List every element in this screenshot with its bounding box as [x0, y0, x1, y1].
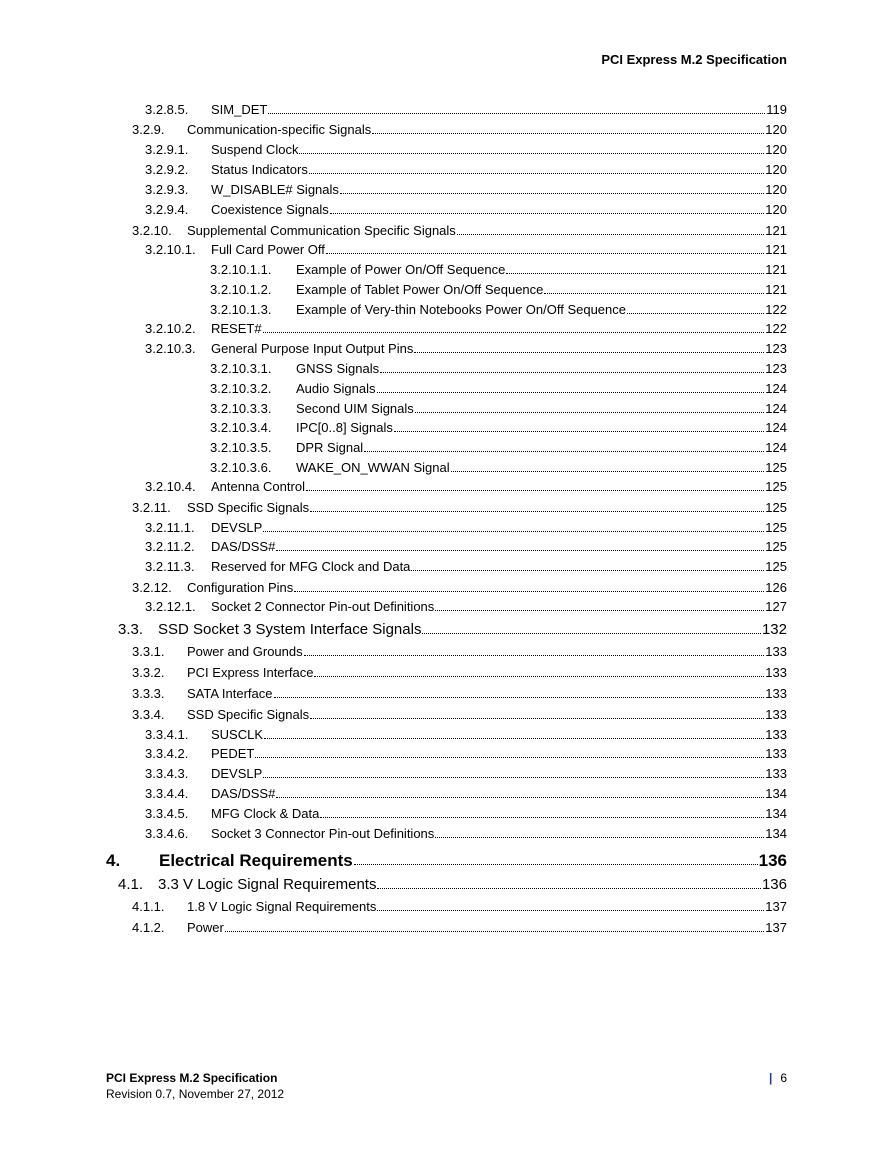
toc-dot-leader — [435, 837, 764, 838]
toc-entry-page: 136 — [758, 851, 787, 870]
toc-entry-title: PEDET — [211, 746, 255, 761]
toc-entry[interactable] — [145, 202, 787, 218]
toc-entry-title: SUSCLK — [211, 727, 264, 742]
toc-entry-page: 133 — [765, 746, 787, 761]
toc-dot-leader — [380, 372, 764, 373]
toc-dot-leader — [264, 738, 764, 739]
toc-entry-title: SSD Socket 3 System Interface Signals — [158, 621, 422, 638]
toc-entry-page: 124 — [765, 420, 787, 435]
toc-entry-number: 3.2.10.4. — [145, 479, 196, 494]
toc-entry-title: MFG Clock & Data — [211, 806, 320, 821]
toc-entry-title: Power and Grounds — [187, 644, 303, 659]
toc-entry-title: General Purpose Input Output Pins — [211, 341, 414, 356]
toc-dot-leader — [435, 610, 764, 611]
toc-entry-page: 121 — [765, 223, 787, 238]
toc-entry-number: 3.2.8.5. — [145, 102, 189, 117]
toc-entry[interactable] — [145, 162, 787, 178]
toc-entry-page: 134 — [765, 786, 787, 801]
toc-entry-page: 133 — [765, 644, 787, 659]
toc-entry-title: RESET# — [211, 321, 262, 336]
toc-entry-number: 3.3.3. — [132, 686, 165, 701]
toc-entry-page: 120 — [765, 142, 787, 157]
toc-dot-leader — [263, 531, 764, 532]
toc-dot-leader — [304, 655, 765, 656]
toc-entry[interactable] — [132, 707, 787, 723]
toc-entry-number: 3.2.10. — [132, 223, 172, 238]
toc-entry[interactable] — [145, 599, 787, 615]
toc-dot-leader — [320, 817, 764, 818]
toc-entry[interactable] — [145, 806, 787, 822]
toc-dot-leader — [506, 273, 764, 274]
toc-dot-leader — [306, 490, 764, 491]
toc-entry-page: 121 — [765, 242, 787, 257]
toc-entry-page: 125 — [765, 479, 787, 494]
toc-entry-number: 3.3.2. — [132, 665, 165, 680]
toc-entry-page: 137 — [765, 899, 787, 914]
toc-entry-number: 3.3.4.4. — [145, 786, 189, 801]
toc-dot-leader — [544, 293, 764, 294]
toc-entry-title: W_DISABLE# Signals — [211, 182, 339, 197]
toc-entry-title: Socket 3 Connector Pin-out Definitions — [211, 826, 435, 841]
toc-entry-number: 3.2.11.1. — [145, 520, 195, 535]
toc-entry-page: 133 — [765, 766, 787, 781]
toc-entry[interactable] — [132, 686, 787, 702]
toc-entry[interactable] — [132, 122, 787, 138]
page-header-title: PCI Express M.2 Specification — [601, 52, 787, 67]
toc-entry-number: 3.2.10.3.3. — [210, 401, 272, 416]
toc-entry-page: 125 — [765, 520, 787, 535]
toc-entry[interactable] — [145, 102, 787, 118]
toc-entry-page: 120 — [765, 122, 787, 137]
toc-entry-number: 3.2.10.2. — [145, 321, 196, 336]
toc-dot-leader — [263, 777, 764, 778]
toc-entry-title: Reserved for MFG Clock and Data — [211, 559, 411, 574]
toc-dot-leader — [314, 676, 764, 677]
toc-entry-title: WAKE_ON_WWAN Signal — [296, 460, 450, 475]
toc-entry-page: 125 — [765, 500, 787, 515]
toc-entry-page: 124 — [765, 440, 787, 455]
toc-dot-leader — [310, 718, 764, 719]
toc-dot-leader — [276, 797, 764, 798]
toc-entry-number: 3.3. — [118, 621, 144, 638]
toc-entry-page: 123 — [765, 361, 787, 376]
toc-entry-title: Supplemental Communication Specific Signals — [187, 223, 456, 238]
toc-dot-leader — [309, 173, 764, 174]
toc-entry-page: 127 — [765, 599, 787, 614]
toc-entry[interactable] — [132, 920, 787, 936]
toc-dot-leader — [414, 352, 764, 353]
toc-dot-leader — [310, 511, 764, 512]
toc-dot-leader — [451, 471, 765, 472]
toc-entry-title: SATA Interface — [187, 686, 273, 701]
toc-entry-page: 137 — [765, 920, 787, 935]
toc-entry-number: 3.2.12. — [132, 580, 172, 595]
toc-dot-leader — [377, 888, 761, 889]
toc-dot-leader — [377, 392, 765, 393]
toc-entry-title: 3.3 V Logic Signal Requirements — [158, 876, 377, 893]
toc-entry-title: SSD Specific Signals — [187, 500, 310, 515]
toc-dot-leader — [263, 332, 765, 333]
toc-entry-number: 3.2.11.3. — [145, 559, 195, 574]
toc-entry-title: Full Card Power Off — [211, 242, 325, 257]
toc-entry[interactable] — [118, 877, 787, 893]
footer-document-title: PCI Express M.2 Specification — [106, 1071, 278, 1085]
toc-entry-number: 3.2.10.3.2. — [210, 381, 272, 396]
toc-entry-number: 3.3.4.3. — [145, 766, 189, 781]
toc-entry-number: 3.2.12.1. — [145, 599, 196, 614]
toc-dot-leader — [330, 213, 765, 214]
toc-entry[interactable] — [145, 321, 787, 337]
toc-entry-number: 3.3.4. — [132, 707, 165, 722]
toc-entry-title: PCI Express Interface — [187, 665, 314, 680]
toc-entry-number: 3.2.9.2. — [145, 162, 189, 177]
toc-entry-page: 136 — [761, 876, 787, 893]
toc-entry[interactable] — [210, 361, 787, 377]
toc-dot-leader — [354, 864, 758, 865]
toc-entry-number: 3.2.10.3.6. — [210, 460, 272, 475]
toc-dot-leader — [274, 697, 765, 698]
toc-entry-title: Socket 2 Connector Pin-out Definitions — [211, 599, 435, 614]
toc-entry[interactable] — [132, 644, 787, 660]
toc-entry-number: 3.2.10.1.2. — [210, 282, 272, 297]
toc-entry[interactable] — [145, 746, 787, 762]
toc-dot-leader — [225, 931, 764, 932]
toc-entry-page: 132 — [761, 621, 787, 638]
footer-separator: | — [768, 1071, 773, 1085]
toc-entry-number: 4.1.2. — [132, 920, 165, 935]
toc-entry-number: 3.2.9.1. — [145, 142, 189, 157]
toc-entry[interactable] — [118, 622, 787, 638]
toc-dot-leader — [377, 910, 764, 911]
toc-entry-title: Audio Signals — [296, 381, 376, 396]
toc-entry[interactable] — [132, 500, 787, 516]
footer-page-number — [769, 1071, 787, 1085]
toc-entry[interactable] — [145, 539, 787, 555]
toc-dot-leader — [627, 313, 764, 314]
toc-entry-page: 124 — [765, 381, 787, 396]
toc-entry-number: 3.2.10.1. — [145, 242, 196, 257]
toc-entry-title: Power — [187, 920, 224, 935]
toc-entry-title: Configuration Pins — [187, 580, 294, 595]
toc-dot-leader — [372, 133, 764, 134]
page-number: 6 — [780, 1071, 787, 1085]
toc-entry-page: 122 — [765, 321, 787, 336]
toc-entry[interactable] — [145, 142, 787, 158]
toc-entry-title: DEVSLP — [211, 520, 263, 535]
toc-entry[interactable] — [132, 580, 787, 596]
toc-entry-title: Communication-specific Signals — [187, 122, 372, 137]
toc-entry-page: 125 — [765, 539, 787, 554]
toc-entry[interactable] — [210, 381, 787, 397]
toc-entry-title: DAS/DSS# — [211, 786, 276, 801]
toc-entry-number: 3.2.10.3.4. — [210, 420, 272, 435]
toc-entry-page: 120 — [765, 202, 787, 217]
toc-entry-title: IPC[0..8] Signals — [296, 420, 393, 435]
toc-entry-title: 1.8 V Logic Signal Requirements — [187, 899, 377, 914]
toc-entry-number: 3.2.9.3. — [145, 182, 189, 197]
toc-entry-page: 126 — [765, 580, 787, 595]
toc-entry-number: 3.2.10.1.3. — [210, 302, 272, 317]
toc-entry[interactable] — [145, 766, 787, 782]
toc-entry-page: 125 — [765, 460, 787, 475]
toc-entry[interactable] — [145, 559, 787, 575]
toc-entry-page: 133 — [765, 686, 787, 701]
toc-entry-title: Coexistence Signals — [211, 202, 329, 217]
toc-entry[interactable] — [132, 899, 787, 915]
toc-entry-number: 4.1.1. — [132, 899, 165, 914]
toc-entry-title: Status Indicators — [211, 162, 308, 177]
toc-dot-leader — [411, 570, 764, 571]
toc-entry[interactable] — [132, 223, 787, 239]
toc-entry[interactable] — [145, 727, 787, 743]
toc-entry[interactable] — [145, 826, 787, 842]
toc-entry-page: 120 — [765, 162, 787, 177]
toc-entry-number: 3.3.4.1. — [145, 727, 189, 742]
toc-entry-number: 4. — [106, 851, 121, 870]
toc-entry-number: 3.2.9.4. — [145, 202, 189, 217]
toc-entry[interactable] — [145, 242, 787, 258]
toc-entry-number: 3.2.9. — [132, 122, 165, 137]
toc-entry-title: SIM_DET — [211, 102, 268, 117]
toc-entry-page: 133 — [765, 707, 787, 722]
toc-entry-number: 3.2.10.3. — [145, 341, 196, 356]
toc-dot-leader — [394, 431, 764, 432]
toc-entry[interactable] — [210, 420, 787, 436]
toc-entry[interactable] — [210, 460, 787, 476]
toc-entry[interactable] — [210, 401, 787, 417]
toc-entry-title: Example of Tablet Power On/Off Sequence — [296, 282, 544, 297]
toc-entry[interactable] — [145, 479, 787, 495]
toc-dot-leader — [415, 412, 765, 413]
toc-entry-title: DPR Signal — [296, 440, 364, 455]
toc-entry[interactable] — [145, 786, 787, 802]
toc-dot-leader — [276, 550, 764, 551]
toc-entry[interactable] — [145, 182, 787, 198]
toc-entry[interactable] — [210, 282, 787, 298]
toc-entry-page: 120 — [765, 182, 787, 197]
toc-entry-number: 3.3.4.6. — [145, 826, 189, 841]
toc-entry-title: DAS/DSS# — [211, 539, 276, 554]
toc-entry-page: 119 — [766, 102, 787, 117]
toc-entry-title: Antenna Control — [211, 479, 305, 494]
toc-entry-title: GNSS Signals — [296, 361, 380, 376]
toc-entry-page: 133 — [765, 665, 787, 680]
toc-entry-page: 123 — [765, 341, 787, 356]
toc-entry[interactable] — [210, 302, 787, 318]
toc-entry-title: DEVSLP — [211, 766, 263, 781]
toc-entry-number: 3.2.11. — [132, 500, 171, 515]
toc-entry[interactable] — [132, 665, 787, 681]
toc-dot-leader — [364, 451, 764, 452]
toc-entry-title: Suspend Clock — [211, 142, 299, 157]
toc-entry-title: Electrical Requirements — [159, 851, 353, 870]
toc-entry-number: 3.3.1. — [132, 644, 165, 659]
toc-entry-title: Second UIM Signals — [296, 401, 414, 416]
toc-entry[interactable] — [145, 520, 787, 536]
toc-entry-page: 124 — [765, 401, 787, 416]
footer-revision: Revision 0.7, November 27, 2012 — [106, 1087, 285, 1101]
toc-entry-number: 3.3.4.5. — [145, 806, 189, 821]
toc-entry-page: 133 — [765, 727, 787, 742]
toc-entry-page: 134 — [765, 826, 787, 841]
toc-entry[interactable] — [210, 262, 787, 278]
toc-entry[interactable] — [106, 853, 787, 869]
toc-entry-page: 121 — [765, 262, 787, 277]
toc-dot-leader — [268, 113, 765, 114]
toc-entry-title: SSD Specific Signals — [187, 707, 310, 722]
toc-entry-number: 3.3.4.2. — [145, 746, 189, 761]
toc-entry-page: 134 — [765, 806, 787, 821]
toc-dot-leader — [255, 757, 764, 758]
toc-dot-leader — [422, 633, 761, 634]
toc-entry-page: 121 — [765, 282, 787, 297]
toc-dot-leader — [340, 193, 764, 194]
toc-entry-number: 3.2.10.1.1. — [210, 262, 272, 277]
toc-entry-number: 3.2.10.3.1. — [210, 361, 272, 376]
toc-entry-page: 125 — [765, 559, 787, 574]
toc-entry-title: Example of Power On/Off Sequence — [296, 262, 506, 277]
toc-dot-leader — [326, 253, 764, 254]
toc-entry-page: 122 — [765, 302, 787, 317]
toc-dot-leader — [299, 153, 764, 154]
toc-entry[interactable] — [145, 341, 787, 357]
toc-entry-number: 3.2.11.2. — [145, 539, 195, 554]
toc-dot-leader — [294, 591, 764, 592]
toc-entry-number: 4.1. — [118, 876, 144, 893]
toc-entry[interactable] — [210, 440, 787, 456]
toc-entry-number: 3.2.10.3.5. — [210, 440, 272, 455]
toc-entry-title: Example of Very-thin Notebooks Power On/Off Sequence — [296, 302, 626, 317]
toc-dot-leader — [457, 234, 764, 235]
